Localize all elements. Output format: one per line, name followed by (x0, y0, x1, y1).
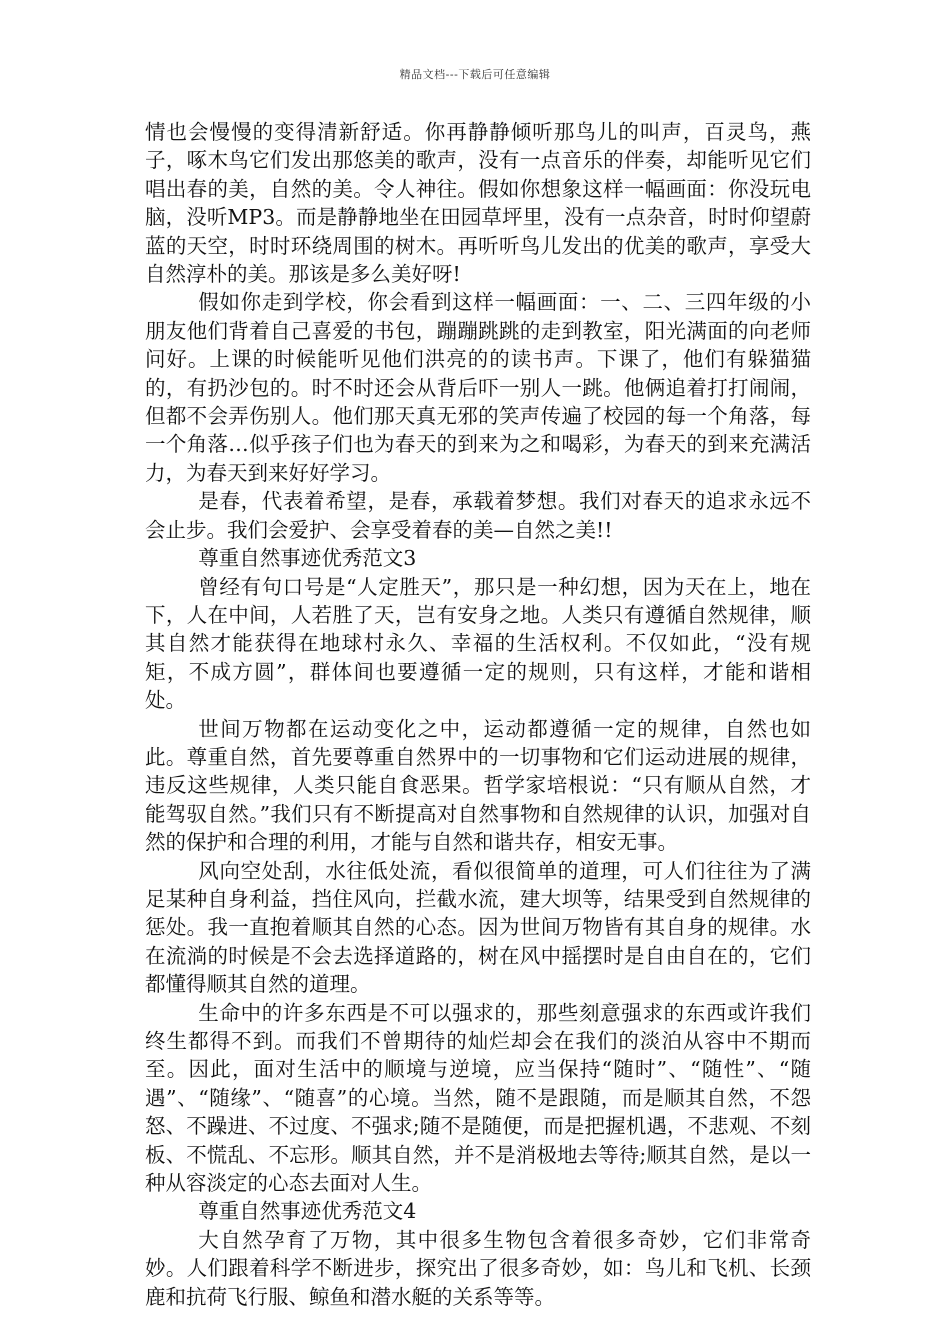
paragraph: 风向空处刮，水往低处流，看似很简单的道理，可人们往往为了满足某种自身利益，挡住风向，拦截水流，建大坝等，结果受到自然规律的惩处。我一直抱着顺其自然的心态。因为世间万物皆有其自身的规律。水在流淌的时候是不会去选择道路的，树在风中摇摆时是自由自在的，它们都懂得顺其自然的道理。 (145, 858, 811, 997)
paragraph: 情也会慢慢的变得清新舒适。你再静静倾听那鸟儿的叫声，百灵鸟，燕子，啄木鸟它们发出那悠美的歌声，没有一点音乐的伴奏，却能听见它们唱出春的美，自然的美。令人神往。假如你想象这样一幅画面：你没玩电脑，没听MP3。而是静静地坐在田园草坪里，没有一点杂音，时时仰望蔚蓝的天空，时时环绕周围的树木。再听听鸟儿发出的优美的歌声，享受大自然淳朴的美。那该是多么美好呀! (145, 120, 811, 287)
paragraph: 世间万物都在运动变化之中，运动都遵循一定的规律，自然也如此。尊重自然，首先要尊重自然界中的一切事物和它们运动进展的规律，违反这些规律，人类只能自食恶果。哲学家培根说：“只有顺从自然，才能驾驭自然。”我们只有不断提高对自然事物和自然规律的认识，加强对自然的保护和合理的利用，才能与自然和谐共存，相安无事。 (145, 716, 811, 855)
paragraph: 生命中的许多东西是不可以强求的，那些刻意强求的东西或许我们终生都得不到。而我们不曾期待的灿烂却会在我们的淡泊从容中不期而至。因此，面对生活中的顺境与逆境，应当保持“随时”、“随性”、“随遇”、“随缘”、“随喜”的心境。当然，随不是跟随，而是顺其自然，不怨怒、不躁进、不过度、不强求;随不是随便，而是把握机遇，不悲观、不刻板、不慌乱、不忘形。顺其自然，并不是消极地去等待;顺其自然，是以一种从容淡定的心态去面对人生。 (145, 1000, 811, 1196)
paragraph: 曾经有句口号是“人定胜天”，那只是一种幻想，因为天在上，地在下，人在中间，人若胜了天，岂有安身之地。人类只有遵循自然规律，顺其自然才能获得在地球村永久、幸福的生活权利。不仅如此，“没有规矩，不成方圆”，群体间也要遵循一定的规则，只有这样，才能和谐相处。 (145, 574, 811, 713)
section-heading: 尊重自然事迹优秀范文4 (198, 1199, 417, 1224)
document-body (145, 118, 811, 1311)
paragraph: 假如你走到学校，你会看到这样一幅画面：一、二、三四年级的小朋友他们背着自己喜爱的书包，蹦蹦跳跳的走到教室，阳光满面的向老师问好。上课的时候能听见他们洪亮的的读书声。下课了，他们有躲猫猫的，有扔沙包的。时不时还会从背后吓一别人一跳。他俩追着打打闹闹，但都不会弄伤别人。他们那天真无邪的笑声传遍了校园的每一个角落，每一个角落…似乎孩子们也为春天的到来为之和喝彩，为春天的到来充满活力，为春天到来好好学习。 (145, 290, 811, 485)
section-heading: 尊重自然事迹优秀范文3 (198, 546, 417, 571)
paragraph: 是春，代表着希望，是春，承载着梦想。我们对春天的追求永远不会止步。我们会爱护、会享受着春的美—自然之美!! (145, 489, 811, 542)
page-header: 精品文档---下载后可任意编辑 (399, 68, 551, 81)
paragraph: 大自然孕育了万物，其中很多生物包含着很多奇妙，它们非常奇妙。人们跟着科学不断进步，探究出了很多奇妙，如：鸟儿和飞机、长颈鹿和抗荷飞行服、鲸鱼和潜水艇的关系等等。 (145, 1227, 811, 1309)
